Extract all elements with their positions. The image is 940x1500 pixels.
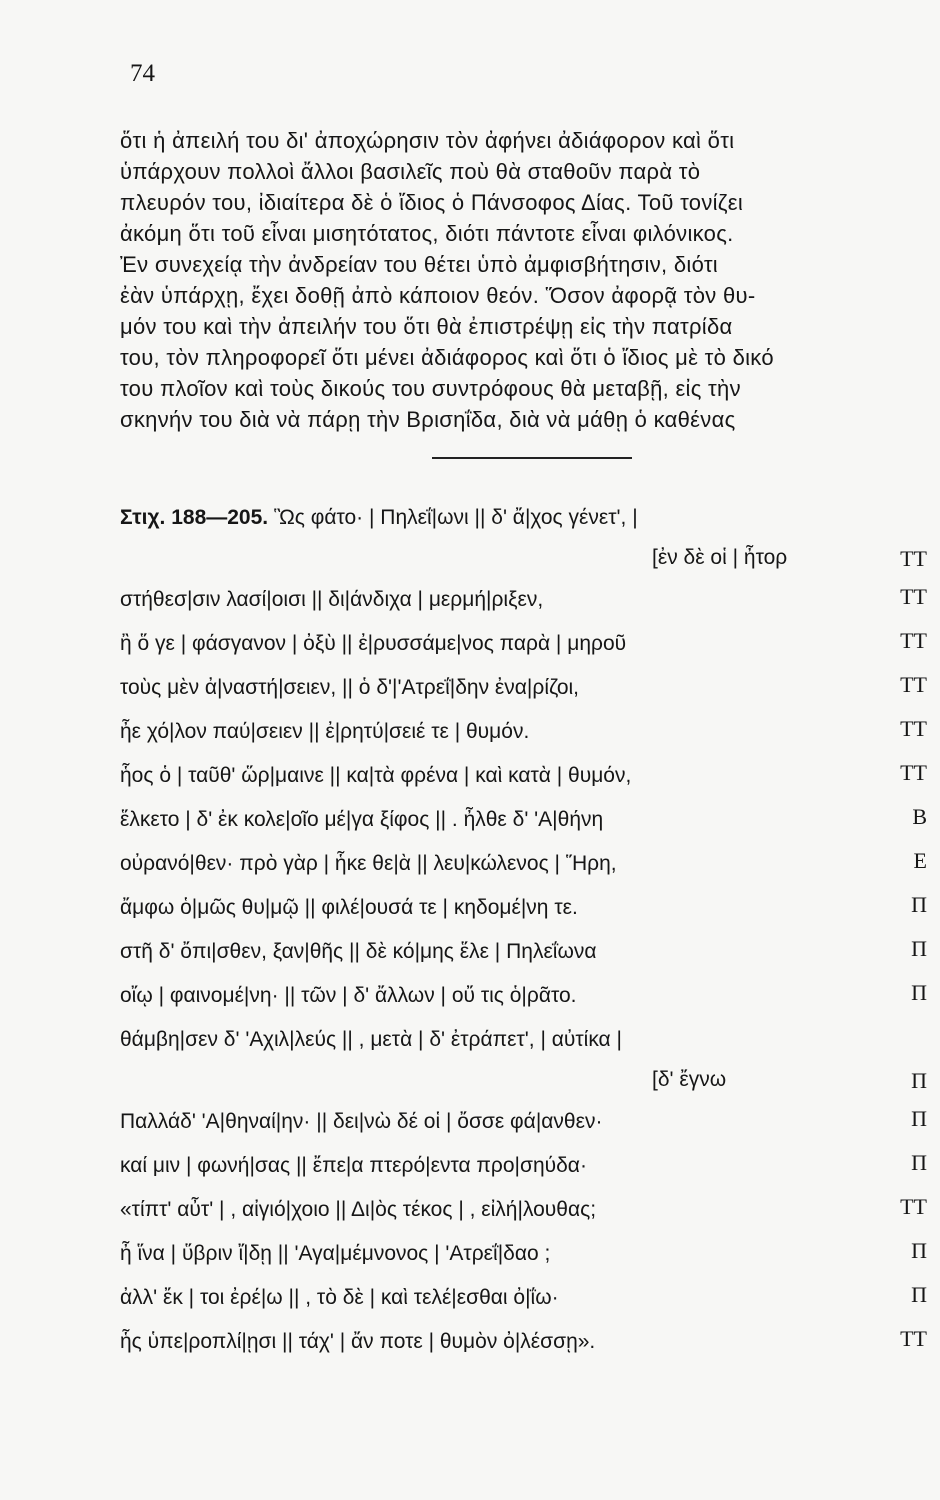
prose-line: ὑπάρχουν πολλοὶ ἄλλοι βασιλεῖς ποὺ θὰ σταθοῦν παρὰ τὸ <box>120 159 701 184</box>
verse-text: καί μιν | φωνή|σας || ἔπε|α πτερό|εντα προ|σηύδα· <box>120 1154 587 1177</box>
verse-text: ἄμφω ὁ|μῶς θυ|μῷ || φιλέ|ουσά τε | κηδομέ|νη τε. <box>120 896 578 919</box>
metre-mark: Π <box>911 1068 927 1093</box>
verse-line <box>120 622 935 666</box>
verse-text: Παλλάδ' 'Α|θηναί|ην· || δει|νὼ δέ οἱ | ὄσσε φά|ανθεν· <box>120 1110 603 1133</box>
verse-text: ἧς ὑπε|ροπλί|ῃσι || τάχ' | ἄν ποτε | θυμὸν ὀ|λέσσῃ». <box>120 1330 596 1353</box>
verse-text: οὐρανό|θεν· πρὸ γὰρ | ἧκε θε|ὰ || λευ|κώλενος | Ἥρη, <box>120 852 617 875</box>
verse-line <box>120 1276 935 1320</box>
metre-mark: Π <box>911 1282 927 1307</box>
metre-mark: Π <box>911 1150 927 1175</box>
verse-text: ἦ ἵνα | ὕβριν ἴ|δῃ || 'Αγα|μέμνονος | 'Ατρεΐ|δαο ; <box>120 1242 551 1265</box>
metre-mark: Π <box>911 892 927 917</box>
verse-block <box>120 496 935 1364</box>
verse-text: στήθεσ|σιν λασί|οισι || δι|άνδιχα | μερμή|ριξεν, <box>120 588 544 611</box>
verse-line <box>120 496 935 540</box>
verse-line <box>120 886 935 930</box>
verse-line <box>120 666 935 710</box>
verse-continuation <box>120 1062 935 1100</box>
verse-line <box>120 1100 935 1144</box>
metre-mark: Β <box>912 804 927 829</box>
verse-text: «τίπτ' αὖτ' | , αἰγιό|χοιο || Δι|ὸς τέκος | , εἰλή|λουθας; <box>120 1198 597 1221</box>
metre-mark: Π <box>911 980 927 1005</box>
verse-line <box>120 1232 935 1276</box>
verse-text: ἕλκετο | δ' ἐκ κολε|οῖο μέ|γα ξίφος || . ἦλθε δ' 'Α|θήνη <box>120 808 604 831</box>
verse-text: θάμβη|σεν δ' 'Αχιλ|λεύς || , μετὰ | δ' ἐτράπετ', | αὐτίκα | <box>120 1028 622 1051</box>
verse-continuation <box>120 540 935 578</box>
verse-text <box>120 506 638 530</box>
prose-line: ἐὰν ὑπάρχῃ, ἔχει δοθῇ ἀπὸ κάποιον θεόν. Ὅσον ἀφορᾷ τὸν θυ- <box>120 283 756 308</box>
verse-line <box>120 754 935 798</box>
prose-line: ὅτι ἡ ἀπειλή του δι' ἀποχώρησιν τὸν ἀφήνει ἀδιάφορον καὶ ὅτι <box>120 128 735 153</box>
verse-text: οἴῳ | φαινομέ|νη· || τῶν | δ' ἄλλων | οὔ τις ὁ|ρᾶτο. <box>120 984 577 1007</box>
prose-line: Ἐν συνεχείᾳ τὴν ἀνδρείαν του θέτει ὑπὸ ἀμφισβήτησιν, διότι <box>120 252 718 277</box>
metre-mark: ΤΤ <box>900 760 927 785</box>
verse-text: τοὺς μὲν ἀ|ναστή|σειεν, || ὁ δ'|'Ατρεΐ|δην ἐνα|ρίζοι, <box>120 676 580 699</box>
section-divider <box>432 457 632 459</box>
verse-line <box>120 1188 935 1232</box>
verse-line <box>120 798 935 842</box>
page-number: 74 <box>130 60 155 87</box>
verse-text: ἀλλ' ἔκ | τοι ἐρέ|ω || , τὸ δὲ | καὶ τελέ|εσθαι ὀ|ΐω· <box>120 1286 559 1309</box>
verse-text: ἢ ὅ γε | φάσγανον | ὀξὺ || ἐ|ρυσσάμε|νος παρὰ | μηροῦ <box>120 632 627 655</box>
section-label: Στιχ. 188—205. <box>120 506 269 529</box>
prose-line: μόν του καὶ τὴν ἀπειλήν του ὅτι θὰ ἐπιστρέψῃ εἰς τὴν πατρίδα <box>120 314 733 339</box>
prose-line: σκηνήν του διὰ νὰ πάρῃ τὴν Βρισηΐδα, διὰ νὰ μάθῃ ὁ καθένας <box>120 407 736 432</box>
verse-line <box>120 930 935 974</box>
verse-line <box>120 578 935 622</box>
verse-content: Ὣς φάτο· | Πηλεΐ|ωνι || δ' ἄ|χος γένετ', | <box>273 506 638 529</box>
metre-mark: ΤΤ <box>900 672 927 697</box>
metre-mark: ΤΤ <box>900 1194 927 1219</box>
verse-line <box>120 1018 935 1062</box>
metre-mark: Ε <box>913 848 927 873</box>
verse-text: ἧος ὁ | ταῦθ' ὥρ|μαινε || κα|τὰ φρένα | καὶ κατὰ | θυμόν, <box>120 764 632 787</box>
verse-text: [δ' ἔγνω <box>652 1068 727 1091</box>
prose-line: πλευρόν του, ἰδιαίτερα δὲ ὁ ἴδιος ὁ Πάνσοφος Δίας. Τοῦ τονίζει <box>120 190 744 215</box>
metre-mark: ΤΤ <box>900 716 927 741</box>
metre-mark: Π <box>911 1238 927 1263</box>
prose-line: ἀκόμη ὅτι τοῦ εἶναι μισητότατος, διότι πάντοτε εἶναι φιλόνικος. <box>120 221 734 246</box>
prose-line: του πλοῖον καὶ τοὺς δικούς του συντρόφους θὰ μεταβῇ, εἰς τὴν <box>120 376 741 401</box>
verse-line <box>120 1320 935 1364</box>
metre-mark: ΤΤ <box>900 546 927 571</box>
verse-line <box>120 710 935 754</box>
metre-mark: ΤΤ <box>900 1326 927 1351</box>
metre-mark: ΤΤ <box>900 628 927 653</box>
commentary-paragraph <box>120 128 940 438</box>
metre-mark: Π <box>911 936 927 961</box>
metre-mark: Π <box>911 1106 927 1131</box>
verse-text: ἦε χό|λον παύ|σειεν || ἐ|ρητύ|σειέ τε | θυμόν. <box>120 720 530 743</box>
verse-text: στῆ δ' ὄπι|σθεν, ξαν|θῆς || δὲ κό|μης ἕλε | Πηλεΐωνα <box>120 940 597 963</box>
verse-text: [ἐν δὲ οἱ | ἦτορ <box>652 546 788 569</box>
verse-line <box>120 842 935 886</box>
prose-line: του, τὸν πληροφορεῖ ὅτι μένει ἀδιάφορος καὶ ὅτι ὁ ἴδιος μὲ τὸ δικό <box>120 345 774 370</box>
metre-mark: ΤΤ <box>900 584 927 609</box>
verse-line <box>120 974 935 1018</box>
verse-line <box>120 1144 935 1188</box>
